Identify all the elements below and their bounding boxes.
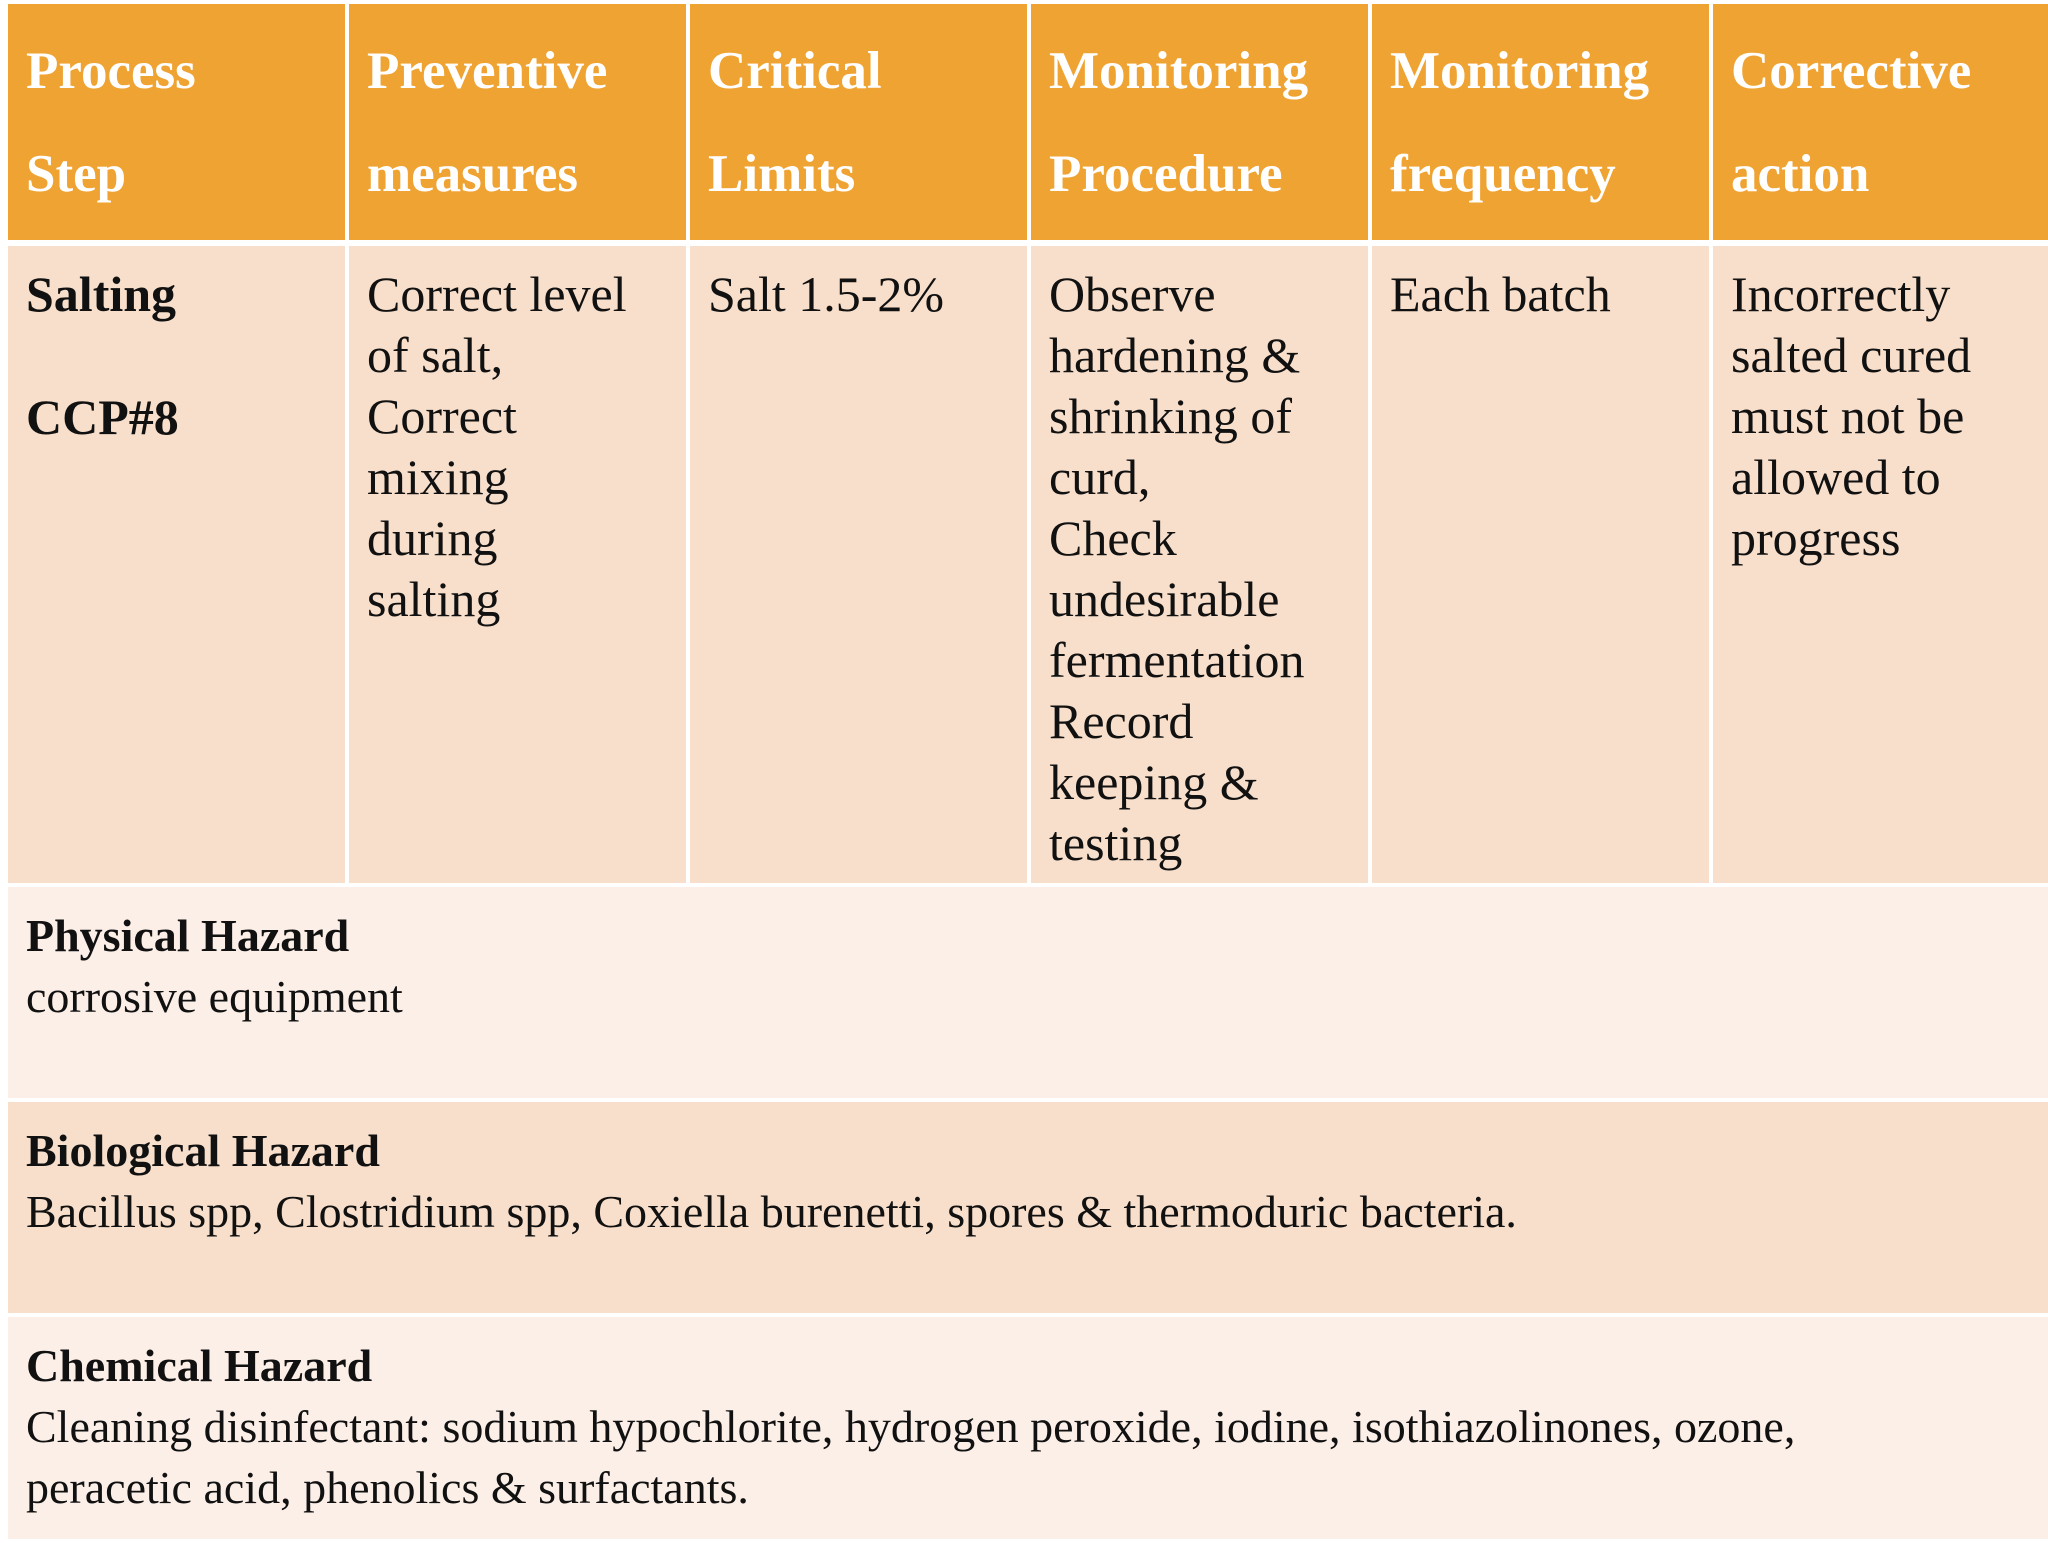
cell-line: Salt 1.5-2% (708, 266, 945, 322)
header-process-step (6, 2, 347, 243)
cell-line: Each batch (1390, 266, 1611, 322)
cell-line: salting (367, 571, 501, 627)
header-monitoring-procedure (1029, 2, 1370, 243)
cell-preventive-measures (347, 243, 688, 885)
header-line: action (1731, 145, 1870, 203)
cell-line: must not be (1731, 388, 1965, 444)
biological-hazard-text: Bacillus spp, Clostridium spp, Coxiella burenetti, spores & thermoduric bacteria. (26, 1186, 1517, 1237)
header-line: Procedure (1049, 145, 1283, 203)
cell-line: salted cured (1731, 327, 1972, 383)
cell-line: Check (1049, 510, 1177, 566)
cell-monitoring-procedure (1029, 243, 1370, 885)
cell-line: curd, (1049, 449, 1151, 505)
chemical-hazard-text-line: peracetic acid, phenolics & surfactants. (26, 1462, 749, 1513)
chemical-hazard-title: Chemical Hazard (26, 1340, 373, 1391)
header-preventive-measures (347, 2, 688, 243)
cell-line: shrinking of (1049, 388, 1293, 444)
cell-line: allowed to (1731, 449, 1941, 505)
cell-line: Observe (1049, 266, 1216, 322)
cell-process-step (6, 243, 347, 885)
cell-line: Correct level (367, 266, 627, 322)
step-id: CCP#8 (26, 389, 179, 445)
header-line: Monitoring (1390, 42, 1650, 100)
cell-line: Correct (367, 388, 517, 444)
header-line: Process (26, 42, 196, 100)
physical-hazard-row (6, 885, 2048, 1100)
header-line: Limits (708, 145, 856, 203)
physical-hazard-title: Physical Hazard (26, 910, 350, 961)
cell-line: Record (1049, 693, 1194, 749)
cell-corrective-action (1711, 243, 2048, 885)
header-line: measures (367, 145, 578, 203)
header-critical-limits (688, 2, 1029, 243)
cell-line: testing (1049, 815, 1183, 871)
chemical-hazard-text-line: Cleaning disinfectant: sodium hypochlorite, hydrogen peroxide, iodine, isothiazolinones, ozone, (26, 1401, 1796, 1452)
physical-hazard-cell (6, 885, 2048, 1100)
header-line: Monitoring (1049, 42, 1309, 100)
header-monitoring-frequency (1370, 2, 1711, 243)
biological-hazard-cell (6, 1100, 2048, 1315)
header-corrective-action (1711, 2, 2048, 243)
cell-line: progress (1731, 510, 1901, 566)
chemical-hazard-row (6, 1315, 2048, 1541)
biological-hazard-title: Biological Hazard (26, 1125, 380, 1176)
cell-critical-limits (688, 243, 1029, 885)
ccp-row (6, 243, 2048, 885)
cell-line: hardening & (1049, 327, 1301, 383)
cell-line: during (367, 510, 498, 566)
cell-line: fermentation (1049, 632, 1305, 688)
chemical-hazard-cell (6, 1315, 2048, 1541)
header-row (6, 2, 2048, 243)
header-line: Step (26, 145, 127, 203)
step-name: Salting (26, 266, 177, 322)
haccp-table (4, 0, 2048, 1543)
cell-line: mixing (367, 449, 509, 505)
header-line: Critical (708, 42, 882, 100)
cell-line: keeping & (1049, 754, 1259, 810)
header-line: frequency (1390, 145, 1616, 203)
biological-hazard-row (6, 1100, 2048, 1315)
header-line: Corrective (1731, 42, 1972, 100)
cell-monitoring-frequency (1370, 243, 1711, 885)
cell-line: undesirable (1049, 571, 1280, 627)
cell-line: of salt, (367, 327, 504, 383)
physical-hazard-text: corrosive equipment (26, 971, 403, 1022)
header-line: Preventive (367, 42, 608, 100)
cell-line: Incorrectly (1731, 266, 1951, 322)
